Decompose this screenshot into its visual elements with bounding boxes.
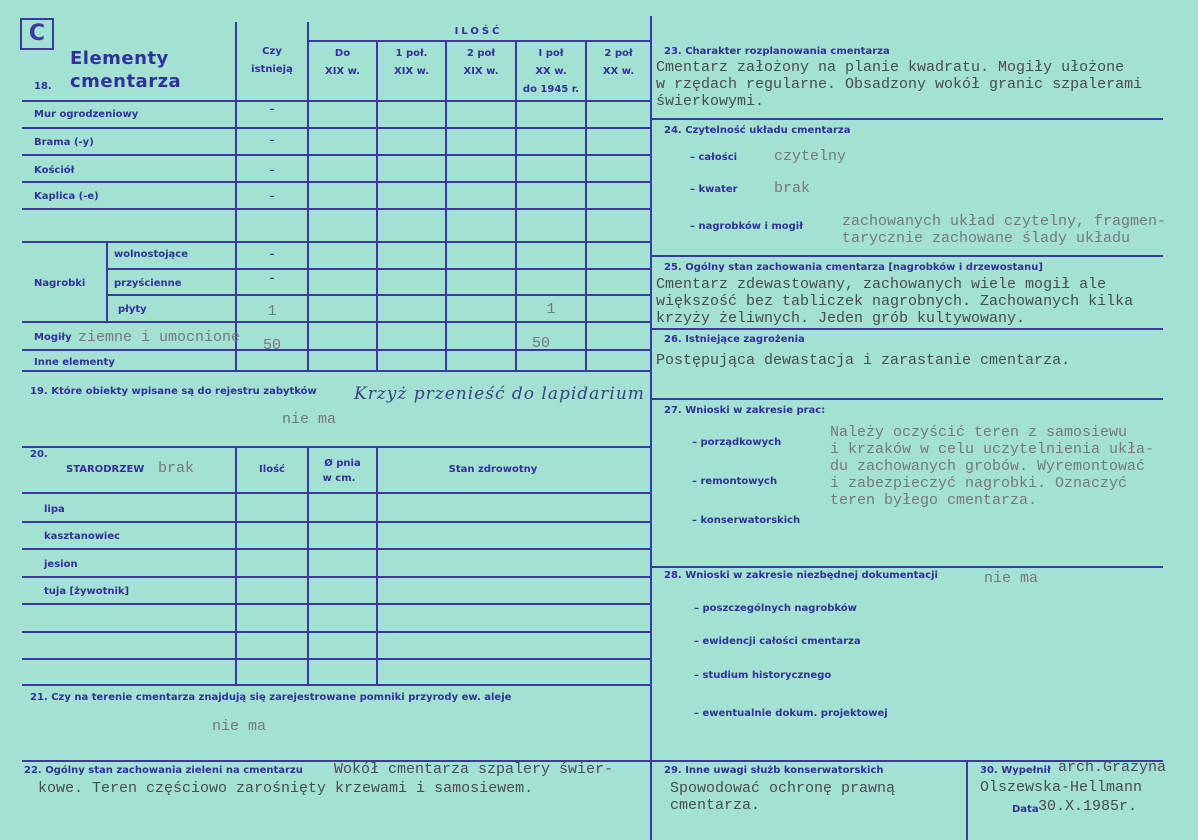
s24-whole-value: czytelny [774, 148, 847, 165]
table18-hline [22, 181, 650, 183]
s20-col-diam: Ø pnia [324, 458, 361, 469]
s19-handwritten: Krzyż przenieść do lapidarium [354, 384, 645, 404]
s28-item: – ewentualnie dokum. projektowej [694, 708, 888, 719]
row-inne-label: Inne elementy [34, 357, 115, 368]
row-plyty-label: płyty [118, 304, 147, 315]
nagrobki-vline [106, 243, 108, 321]
row-mur-exists: – [269, 104, 275, 115]
s22-label: 22. Ogólny stan zachowania zieleni na cmentarzu [24, 765, 303, 776]
row-mogily-label: Mogiły [34, 332, 72, 343]
s27-line: du zachowanych grobów. Wyremontować [830, 458, 1146, 475]
s27-line: Należy oczyścić teren z samosiewu [830, 424, 1128, 441]
s28-item: – studium historycznego [694, 670, 832, 681]
s28-value: nie ma [984, 570, 1039, 587]
row-plyty-exists: 1 [267, 303, 277, 320]
s27-item: – konserwatorskich [692, 515, 801, 526]
table18-hline [22, 321, 650, 323]
s30-name-line2: Olszewska-Hellmann [980, 779, 1143, 796]
table18-hline [106, 294, 650, 296]
s24-whole-label: – całości [690, 152, 738, 163]
s20-typed: brak [158, 460, 195, 477]
row-mogily-exists: 50 [262, 337, 281, 354]
s20-col-count: Ilość [259, 464, 285, 475]
table18-hline [22, 100, 650, 102]
col-2pol-xix: 2 poł [466, 48, 496, 59]
s25-line: krzyży żeliwnych. Jeden grób kultywowany. [656, 310, 1026, 327]
s27-label: 27. Wnioski w zakresie prac: [664, 405, 826, 416]
s24-graves-label: – nagrobków i mogił [690, 221, 803, 232]
s24-graves-value: zachowanych układ czytelny, fragmen- [842, 213, 1167, 230]
right-hline [650, 398, 1163, 400]
table20-vline [235, 446, 237, 684]
col-1pol-xix: XIX w. [393, 66, 430, 77]
s25-line: Cmentarz zdewastowany, zachowanych wiele mogił ale [656, 276, 1107, 293]
s19-value: nie ma [282, 411, 337, 428]
table20-bottom [22, 684, 650, 686]
row-wolnostojace-exists: – [269, 249, 275, 260]
s20-number: 20. [30, 449, 48, 460]
s25-label: 25. Ogólny stan zachowania cmentarza [nagrobków i drzewostanu] [664, 262, 1043, 273]
table20-hline [22, 631, 650, 633]
row-mogily-xx1: 50 [531, 335, 550, 352]
row-brama-exists: – [269, 135, 275, 146]
right-hline [650, 118, 1163, 120]
table20-hline [22, 521, 650, 523]
table20-hline [22, 548, 650, 550]
s23-label: 23. Charakter rozplanowania cmentarza [664, 46, 890, 57]
col-2pol-xix: XIX w. [463, 66, 499, 77]
s21-value: nie ma [212, 718, 267, 735]
right-hline [650, 328, 1163, 330]
s27-line: i krzaków w celu uczytelnienia ukła- [830, 441, 1155, 458]
s21-label: 21. Czy na terenie cmentarza znajdują się zarejestrowane pomniki przyrody ew. aleje [30, 692, 512, 703]
s30-date-value: 30.X.1985r. [1038, 798, 1138, 815]
row-nagrobki-label: Nagrobki [34, 278, 86, 289]
table20-vline [376, 446, 378, 684]
right-hline [650, 566, 1163, 568]
table20-hline [22, 603, 650, 605]
col-exists-line2: istnieją [251, 64, 293, 75]
s27-line: i zabezpieczyć nagrobki. Oznaczyć [830, 475, 1128, 492]
s30-label: 30. Wypełnił [980, 765, 1051, 776]
table18-hline [22, 241, 650, 243]
table20-hline [22, 576, 650, 578]
row-wolnostojace-label: wolnostojące [114, 249, 189, 260]
s20-title: STARODRZEW [66, 464, 145, 475]
s23-line: Cmentarz założony na planie kwadratu. Mogiły ułożone [656, 59, 1125, 76]
row-brama-label: Brama (-y) [34, 137, 94, 148]
s23-line: w rzędach regularne. Obsadzony wokół granic szpalerami [656, 76, 1143, 93]
table18-hline [22, 370, 650, 372]
s23-line: świerkowymi. [656, 93, 765, 110]
right-hline [650, 255, 1163, 257]
col-do-xix: Do [334, 48, 351, 59]
s24-label: 24. Czytelność układu cmentarza [664, 125, 851, 136]
s18-number: 18. [34, 81, 52, 92]
s22-text-line1: Wokół cmentarza szpalery świer- [334, 761, 614, 778]
table18-hline [22, 208, 650, 210]
table18-hline [22, 127, 650, 129]
col-1pol-xx: I poł [538, 48, 564, 59]
row-przyscienne-label: przyścienne [114, 278, 182, 289]
row-mur-label: Mur ogrodzeniowy [34, 109, 139, 120]
row-mogily-typed: ziemne i umocnione [78, 329, 241, 346]
s30-divider [966, 760, 968, 840]
s18-title-line2: cmentarza [70, 71, 182, 92]
s24-quarters-value: brak [774, 180, 811, 197]
col-do-xix: XIX w. [324, 66, 361, 77]
s29-line1: Spowodować ochronę prawną [670, 780, 896, 797]
col-1pol-xix: 1 poł. [395, 48, 428, 59]
row-plyty-xx1: 1 [546, 301, 556, 318]
row-kaplica-label: Kaplica (-e) [34, 191, 99, 202]
s28-label: 28. Wnioski w zakresie niezbędnej dokumentacji [664, 570, 938, 581]
s28-item: – poszczególnych nagrobków [694, 603, 857, 614]
tree-row-label: tuja [żywotnik] [44, 586, 130, 597]
table18-hline [22, 154, 650, 156]
s18-title-line1: Elementy [70, 48, 169, 69]
col-exists-line1: Czy [262, 46, 282, 57]
section-letter: C [20, 18, 54, 50]
s27-item: – porządkowych [692, 437, 782, 448]
col-1pol-xx: do 1945 r. [522, 84, 580, 95]
s26-text: Postępująca dewastacja i zarastanie cmentarza. [656, 352, 1071, 369]
table20-hline [22, 658, 650, 660]
s28-item: – ewidencji całości cmentarza [694, 636, 861, 647]
s19-label: 19. Które obiekty wpisane są do rejestru zabytków [30, 386, 317, 397]
tree-row-label: lipa [44, 504, 65, 515]
s30-date-label: Data [1012, 804, 1039, 815]
s25-line: większość bez tabliczek nagrobnych. Zachowanych kilka [656, 293, 1134, 310]
col-1pol-xx: XX w. [535, 66, 567, 77]
s30-name-line1: arch.Grażyna [1058, 759, 1167, 776]
table20-top [22, 446, 650, 448]
ilosc-header: ILOŚĆ [454, 26, 503, 37]
s29-line2: cmentarza. [670, 797, 761, 814]
row-kosciol-label: Kościół [34, 165, 75, 176]
row-przyscienne-exists: – [269, 273, 275, 284]
s24-quarters-label: – kwater [690, 184, 738, 195]
tree-row-label: kasztanowiec [44, 531, 121, 542]
s20-col-diam: w cm. [322, 473, 356, 484]
s27-item: – remontowych [692, 476, 778, 487]
s24-graves-value: tarycznie zachowane ślady układu [842, 230, 1131, 247]
ilosc-underline [307, 40, 650, 42]
s27-line: teren byłego cmentarza. [830, 492, 1038, 509]
row-kosciol-exists: – [269, 165, 275, 176]
main-divider [650, 16, 652, 840]
s20-col-health: Stan zdrowotny [448, 464, 538, 475]
table18-hline [106, 268, 650, 270]
s26-label: 26. Istniejące zagrożenia [664, 334, 805, 345]
col-2pol-xx: 2 poł [604, 48, 633, 59]
s29-label: 29. Inne uwagi służb konserwatorskich [664, 765, 884, 776]
s22-text-line2: kowe. Teren częściowo zarośnięty krzewami i samosiewem. [38, 780, 534, 797]
table20-hline [22, 492, 650, 494]
row-kaplica-exists: – [269, 191, 275, 202]
col-2pol-xx: XX w. [602, 66, 635, 77]
tree-row-label: jesion [44, 559, 78, 570]
